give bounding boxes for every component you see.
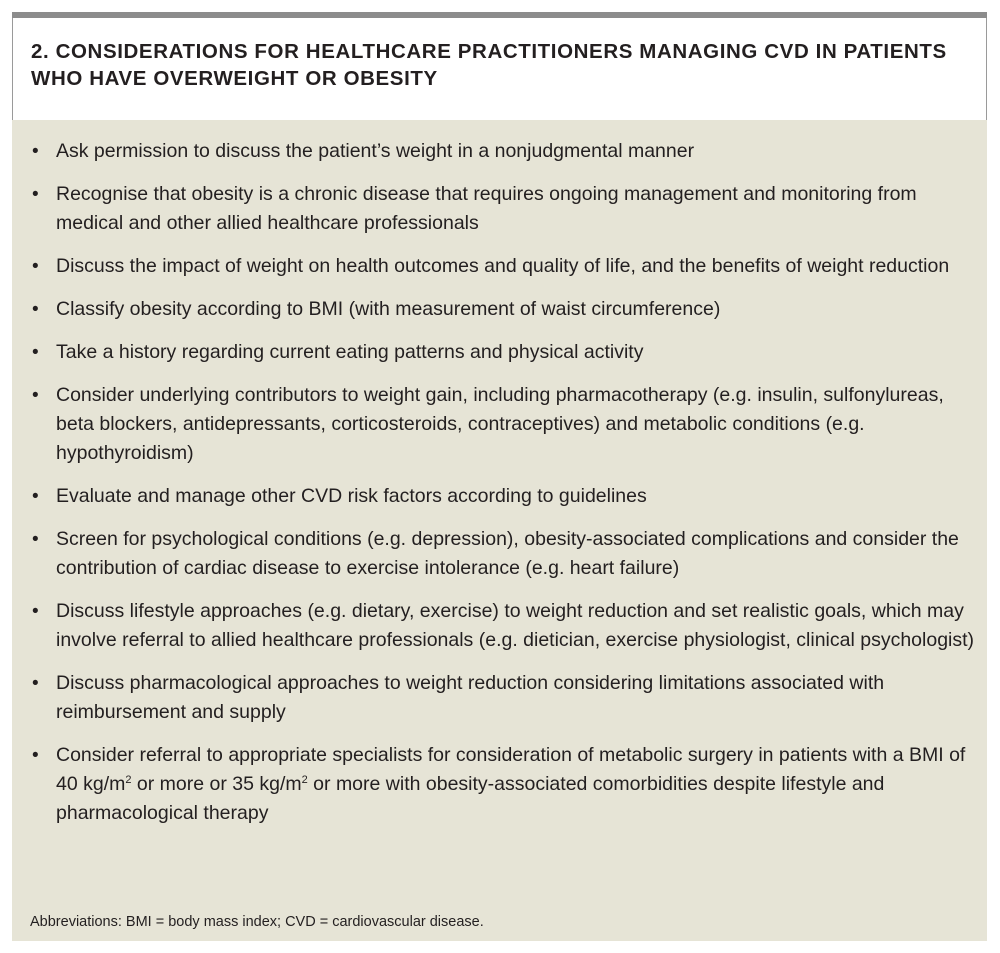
bullet-icon: • [32, 184, 39, 205]
list-item [30, 338, 975, 367]
list-item-text: Discuss pharmacological approaches to weight reduction considering limitations associated with reimbursement and supply [56, 672, 885, 723]
list-item-text: Evaluate and manage other CVD risk factors according to guidelines [56, 485, 647, 507]
list-item [30, 597, 975, 655]
superscript: 2 [301, 774, 308, 786]
bullet-icon: • [32, 256, 39, 277]
bullet-icon: • [32, 529, 39, 550]
box-content [12, 120, 987, 941]
superscript: 2 [125, 774, 132, 786]
list-item-text: Classify obesity according to BMI (with measurement of waist circumference) [56, 298, 721, 320]
bullet-icon: • [32, 299, 39, 320]
list-item-text-part: Consider referral to appropriate specialists for consideration of metabolic surgery in patients with a BMI of 40 kg/m [56, 744, 966, 795]
list-item [30, 180, 975, 238]
list-item [30, 741, 975, 828]
bullet-icon: • [32, 601, 39, 622]
abbreviations-note: Abbreviations: BMI = body mass index; CVD = cardiovascular disease. [30, 914, 484, 930]
considerations-list [30, 137, 975, 842]
bullet-icon: • [32, 673, 39, 694]
box-title: 2. CONSIDERATIONS FOR HEALTHCARE PRACTITIONERS MANAGING CVD IN PATIENTS WHO HAVE OVERWEIGHT OR OBESITY [31, 40, 947, 90]
list-item-text-part: or more with obesity-associated comorbidities despite lifestyle and pharmacological therapy [56, 773, 885, 824]
list-item-text: Screen for psychological conditions (e.g. depression), obesity-associated complications and consider the contribution of cardiac disease to exercise intolerance (e.g. heart failure) [56, 528, 959, 579]
list-item [30, 381, 975, 468]
list-item-text-part: or more or 35 kg/m [131, 773, 302, 795]
list-item [30, 669, 975, 727]
list-item-text: Take a history regarding current eating patterns and physical activity [56, 341, 644, 363]
list-item-text: Consider underlying contributors to weight gain, including pharmacotherapy (e.g. insulin, sulfonylureas, beta blockers, antidepressants, corticosteroids, contraceptives) and metabolic conditions (e.g. hypothyroidism) [56, 384, 944, 464]
list-item-text [56, 744, 965, 824]
list-item-text: Ask permission to discuss the patient’s weight in a nonjudgmental manner [56, 140, 695, 162]
bullet-icon: • [32, 141, 39, 162]
list-item [30, 482, 975, 511]
list-item [30, 252, 975, 281]
list-item-text: Discuss lifestyle approaches (e.g. dietary, exercise) to weight reduction and set realistic goals, which may involve referral to allied healthcare professionals (e.g. dietician, exercise physiologist, clinical psychologist) [56, 600, 975, 651]
bullet-icon: • [32, 486, 39, 507]
bullet-icon: • [32, 342, 39, 363]
bullet-icon: • [32, 745, 39, 766]
list-item [30, 295, 975, 324]
considerations-box [12, 12, 987, 941]
bullet-icon: • [32, 385, 39, 406]
list-item [30, 137, 975, 166]
list-item [30, 525, 975, 583]
box-header [12, 18, 987, 120]
list-item-text: Discuss the impact of weight on health outcomes and quality of life, and the benefits of weight reduction [56, 255, 950, 277]
list-item-text: Recognise that obesity is a chronic disease that requires ongoing management and monitoring from medical and other allied healthcare professionals [56, 183, 917, 234]
